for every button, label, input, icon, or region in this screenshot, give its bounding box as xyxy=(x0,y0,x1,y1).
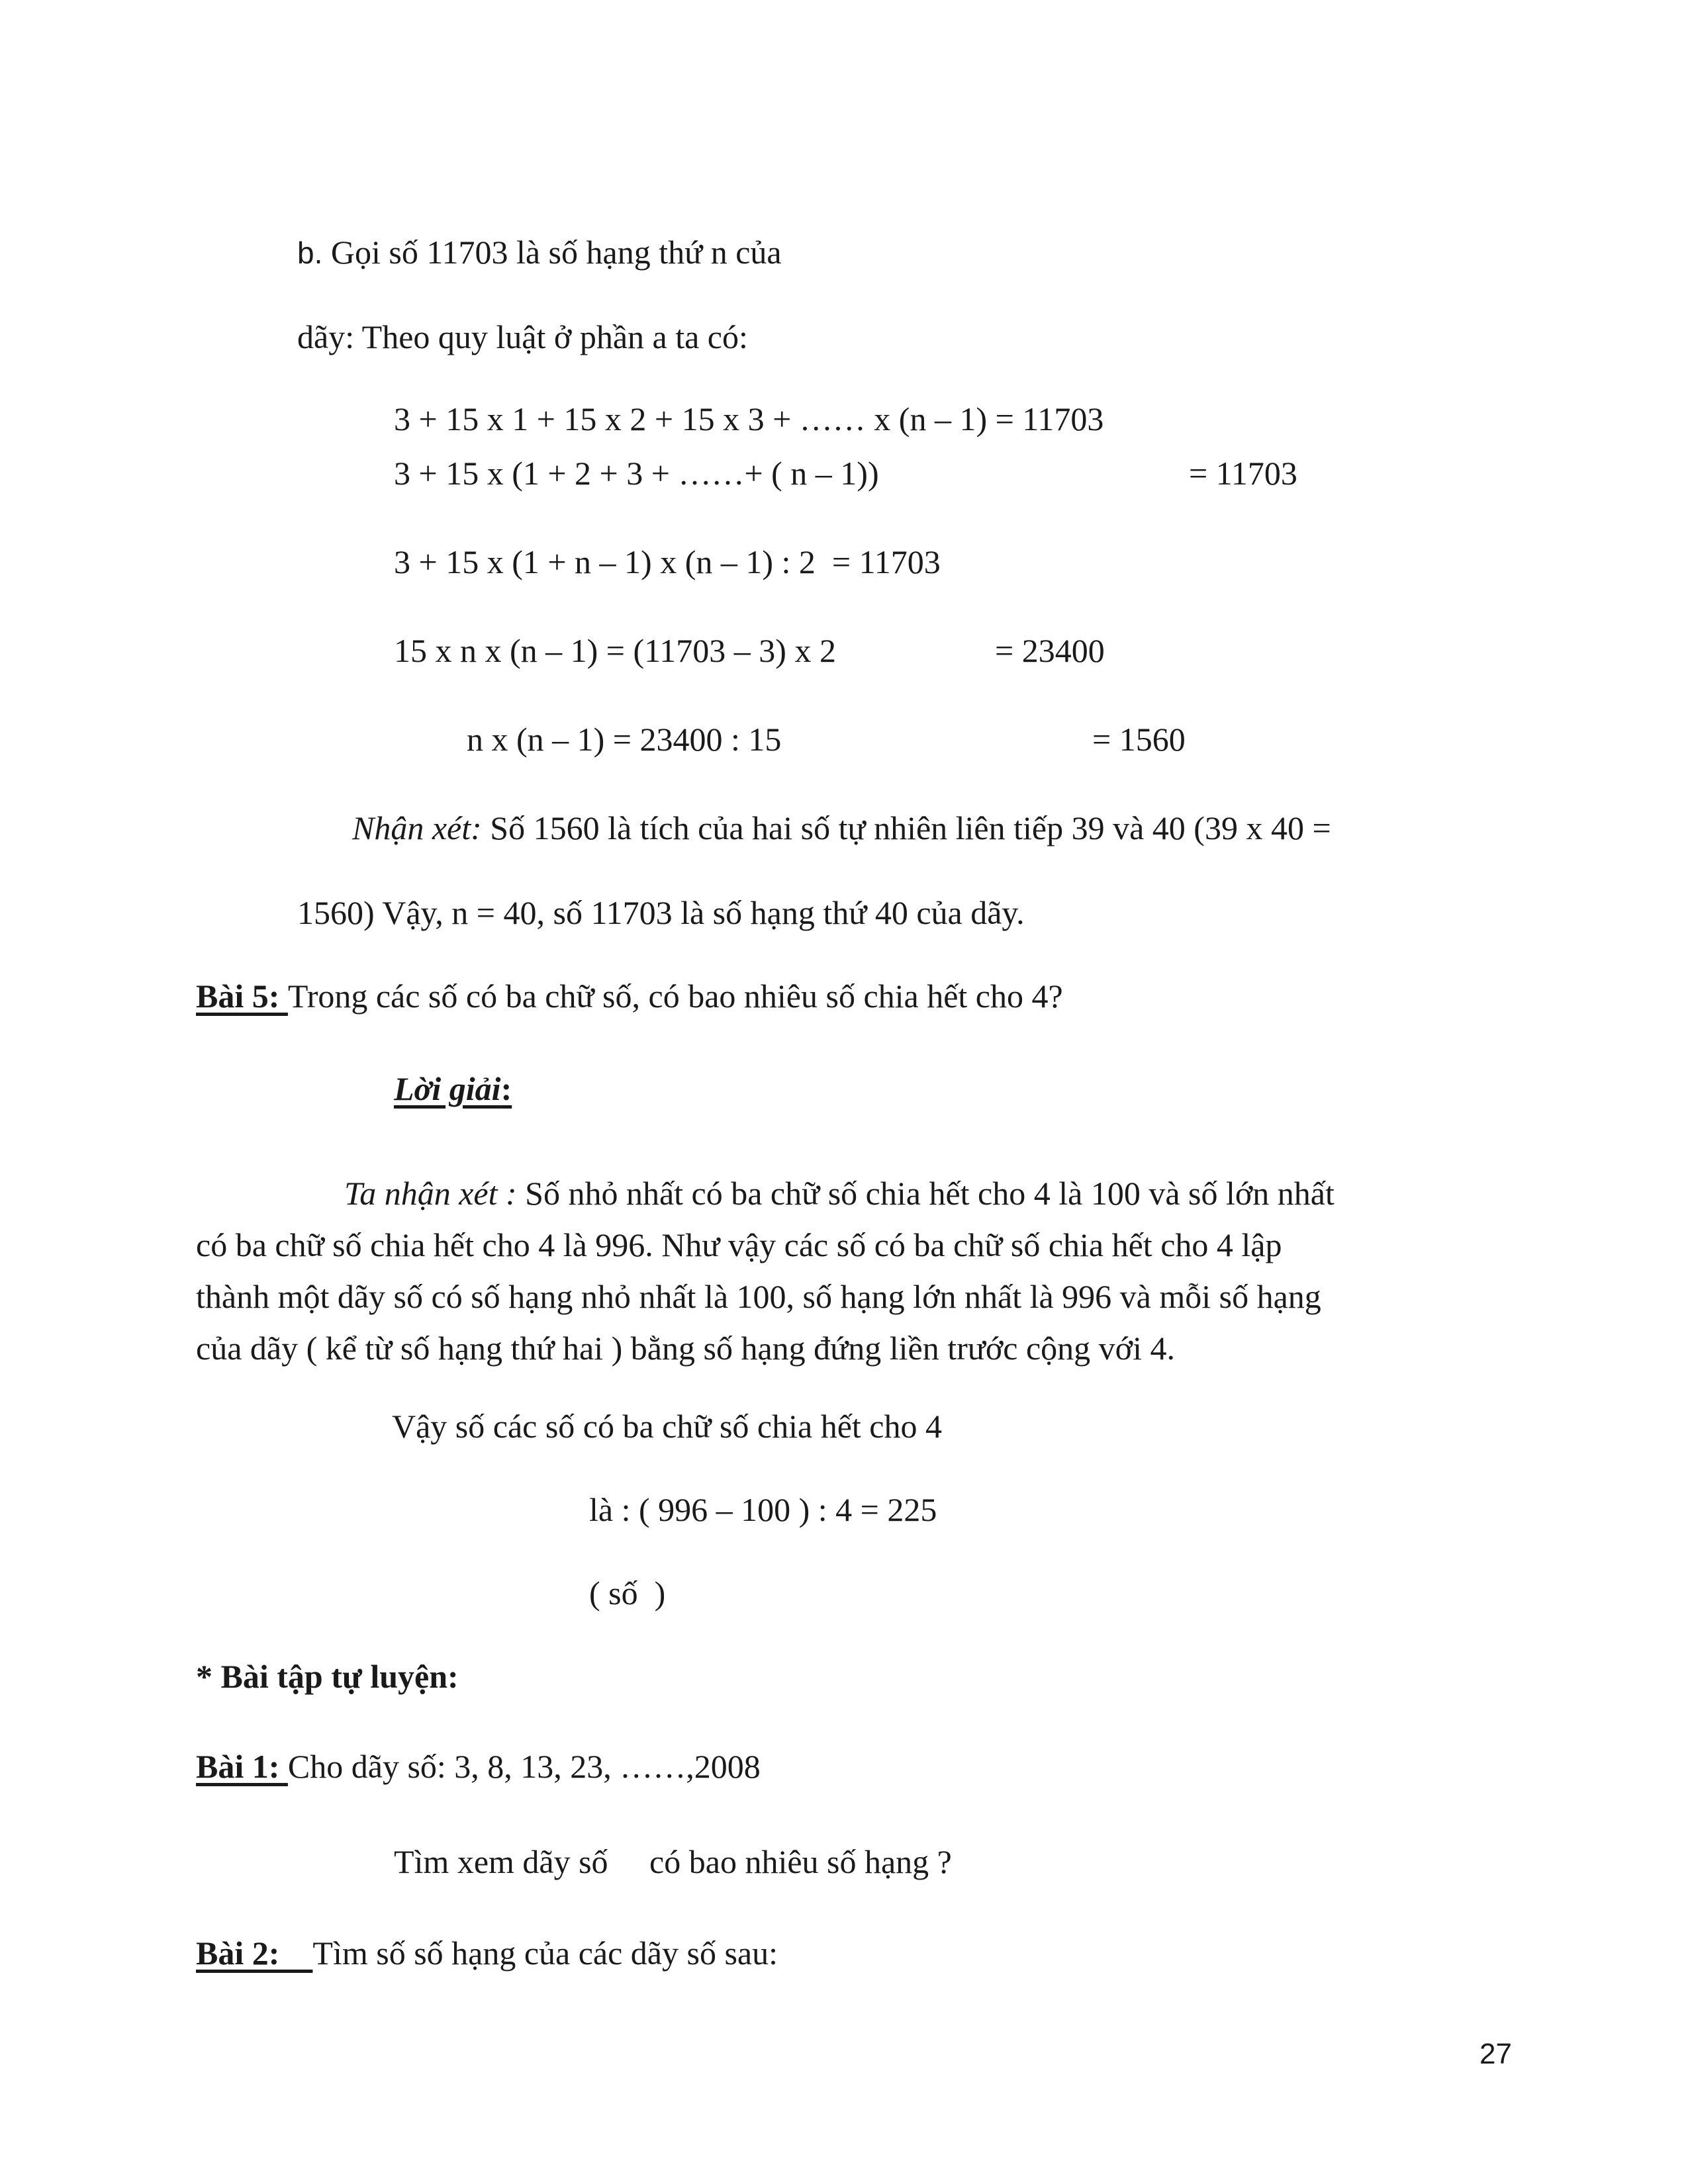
bai5-question-line xyxy=(196,979,1063,1013)
remark-line-1 xyxy=(352,811,1331,844)
bai5-solution-label: Lời giải xyxy=(394,1070,501,1107)
practice-bai1-text: Cho dãy số: 3, 8, 13, 23, ……,2008 xyxy=(287,1748,761,1785)
page-number: 27 xyxy=(1479,2038,1512,2070)
practice-bai2-label: Bài 2: xyxy=(196,1934,313,1972)
bai5-observation-label: Ta nhận xét : xyxy=(344,1175,517,1212)
bai5-label: Bài 5: xyxy=(196,978,288,1015)
bai5-question: Trong các số có ba chữ số, có bao nhiêu số chia hết cho 4? xyxy=(287,978,1063,1015)
remark-line-2: 1560) Vậy, n = 40, số 11703 là số hạng thứ 40 của dãy. xyxy=(297,894,1025,931)
equation-5-right: = 1560 xyxy=(1092,721,1186,758)
practice-bai2-line xyxy=(196,1936,778,1970)
practice-heading: * Bài tập tự luyện: xyxy=(196,1658,459,1695)
bai5-observation-line-4: của dãy ( kể từ số hạng thứ hai ) bằng số hạng đứng liền trước cộng với 4. xyxy=(196,1330,1176,1367)
part-b-prefix: b. xyxy=(297,236,323,270)
equation-2-left: 3 + 15 x (1 + 2 + 3 + ……+ ( n – 1)) xyxy=(394,455,879,492)
bai5-conclusion-line-2: là : ( 996 – 100 ) : 4 = 225 xyxy=(589,1491,937,1528)
equation-4-left: 15 x n x (n – 1) = (11703 – 3) x 2 xyxy=(394,632,836,669)
bai5-observation-text-1: Số nhỏ nhất có ba chữ số chia hết cho 4 là 100 và số lớn nhất xyxy=(516,1175,1335,1212)
equation-1: 3 + 15 x 1 + 15 x 2 + 15 x 3 + …… x (n – 1) = 11703 xyxy=(394,400,1104,437)
practice-bai1-question: Tìm xem dãy số có bao nhiêu số hạng ? xyxy=(394,1843,952,1880)
practice-bai1-label: Bài 1: xyxy=(196,1748,288,1785)
bai5-solution-colon: : xyxy=(500,1070,512,1107)
bai5-observation-line-1 xyxy=(344,1177,1335,1210)
equation-4-right: = 23400 xyxy=(995,632,1105,669)
equation-5-left: n x (n – 1) = 23400 : 15 xyxy=(467,721,782,758)
bai5-observation-line-2: có ba chữ số chia hết cho 4 là 996. Như vậy các số có ba chữ số chia hết cho 4 lập xyxy=(196,1226,1282,1263)
practice-bai1-line xyxy=(196,1750,761,1783)
part-b-line-1 xyxy=(297,236,782,269)
part-b-line-2: dãy: Theo quy luật ở phần a ta có: xyxy=(297,318,748,355)
bai5-conclusion-line-1: Vậy số các số có ba chữ số chia hết cho 4 xyxy=(392,1408,942,1445)
practice-bai2-text: Tìm số số hạng của các dãy số sau: xyxy=(312,1934,778,1972)
bai5-conclusion-line-3: ( số ) xyxy=(589,1574,666,1612)
bai5-solution-heading xyxy=(394,1072,512,1105)
bai5-observation-line-3: thành một dãy số có số hạng nhỏ nhất là 100, số hạng lớn nhất là 996 và mỗi số hạng xyxy=(196,1278,1321,1315)
remark-text-1: Số 1560 là tích của hai số tự nhiên liên tiếp 39 và 40 (39 x 40 = xyxy=(481,809,1331,846)
remark-label: Nhận xét: xyxy=(352,809,482,846)
equation-2-right: = 11703 xyxy=(1189,455,1297,492)
equation-3: 3 + 15 x (1 + n – 1) x (n – 1) : 2 = 11703 xyxy=(394,543,941,580)
part-b-text-1: Gọi số 11703 là số hạng thứ n của xyxy=(322,234,782,271)
